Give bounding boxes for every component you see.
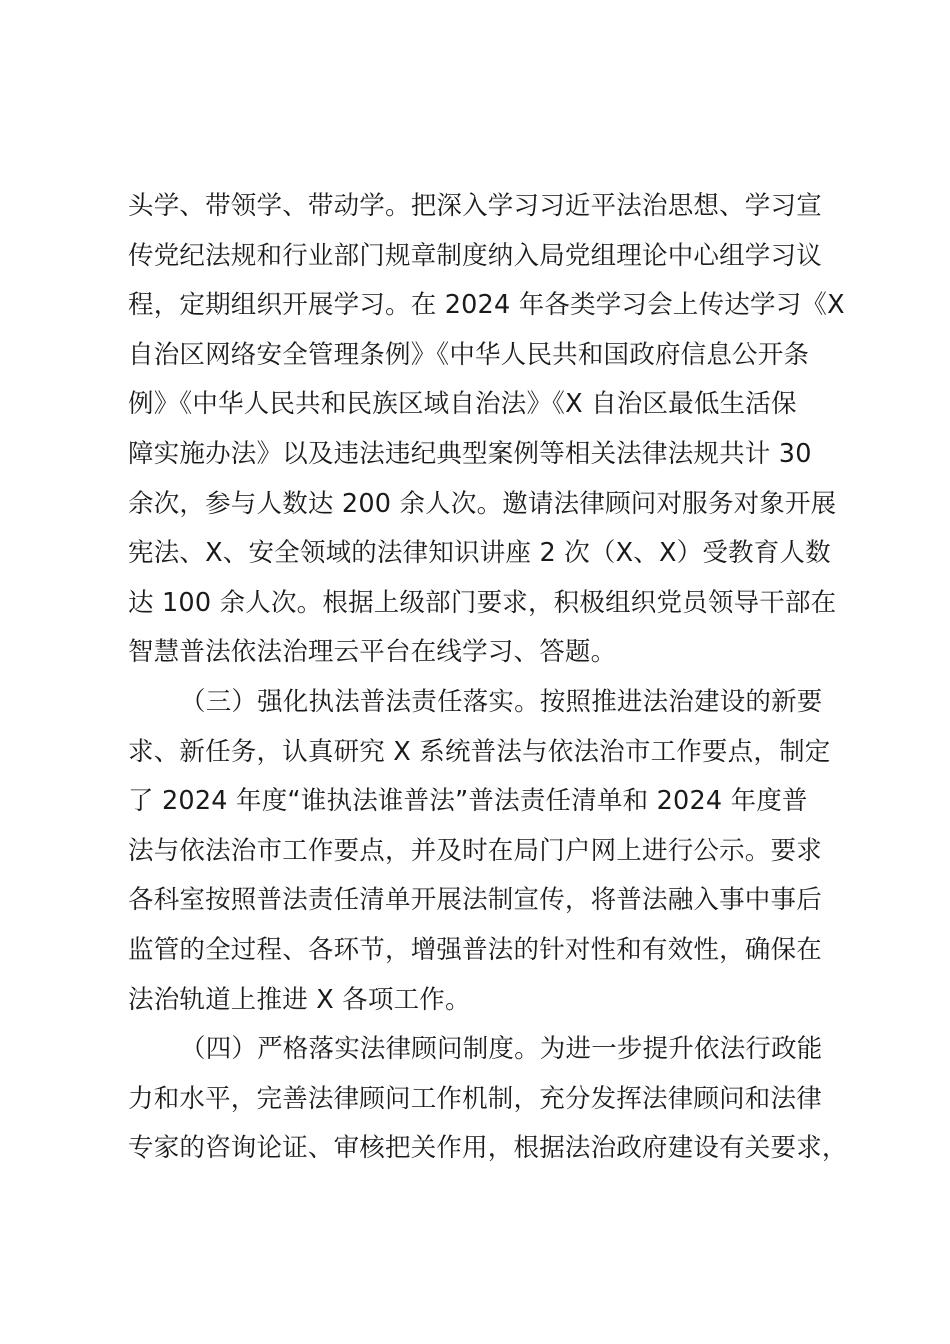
text-line: 力和水平，完善法律顾问工作机制，充分发挥法律顾问和法律 (128, 1083, 822, 1114)
text-line: 自治区网络安全管理条例》《中华人民共和国政府信息公开条 (128, 339, 810, 370)
text-line: （四）严格落实法律顾问制度。为进一步提升依法行政能 (180, 1034, 823, 1065)
text-line: 障实施办法》以及违法违纪典型案例等相关法律法规共计 30 (128, 438, 812, 469)
text-line: 头学、带领学、带动学。把深入学习习近平法治思想、学习宣 (128, 191, 822, 221)
text-line: 法与依法治市工作要点，并及时在局门户网上进行公示。要求 (128, 835, 822, 866)
text-line: 智慧普法依法治理云平台在线学习、答题。 (128, 637, 617, 668)
body-text (128, 182, 848, 1174)
text-line: 监管的全过程、各环节，增强普法的针对性和有效性，确保在 (128, 934, 822, 965)
text-line: （三）强化执法普法责任落实。按照推进法治建设的新要 (180, 686, 823, 717)
text-line: 了 2024 年度“谁执法谁普法”普法责任清单和 2024 年度普 (128, 786, 808, 817)
paragraph-legal-counsel (128, 1025, 848, 1174)
text-line: 例》《中华人民共和民族区域自治法》《X 自治区最低生活保 (128, 389, 797, 420)
paragraph-enforcement-responsibility (128, 678, 838, 1025)
text-line: 专家的咨询论证、审核把关作用，根据法治政府建设有关要求， (128, 1133, 848, 1164)
text-line: 各科室按照普法责任清单开展法制宣传，将普法融入事中事后 (128, 885, 822, 916)
paragraph-study (128, 182, 845, 678)
text-line: 达 100 余人次。根据上级部门要求，积极组织党员领导干部在 (128, 587, 837, 618)
text-line: 宪法、X、安全领域的法律知识讲座 2 次（X、X）受教育人数 (128, 538, 831, 569)
text-line: 法治轨道上推进 X 各项工作。 (128, 984, 471, 1015)
text-line: 传党纪法规和行业部门规章制度纳入局党组理论中心组学习议 (128, 240, 822, 271)
text-line: 求、新任务，认真研究 X 系统普法与依法治市工作要点，制定 (128, 736, 831, 767)
text-line: 程，定期组织开展学习。在 2024 年各类学习会上传达学习《X (128, 290, 845, 321)
text-line: 余次，参与人数达 200 余人次。邀请法律顾问对服务对象开展 (128, 488, 837, 519)
